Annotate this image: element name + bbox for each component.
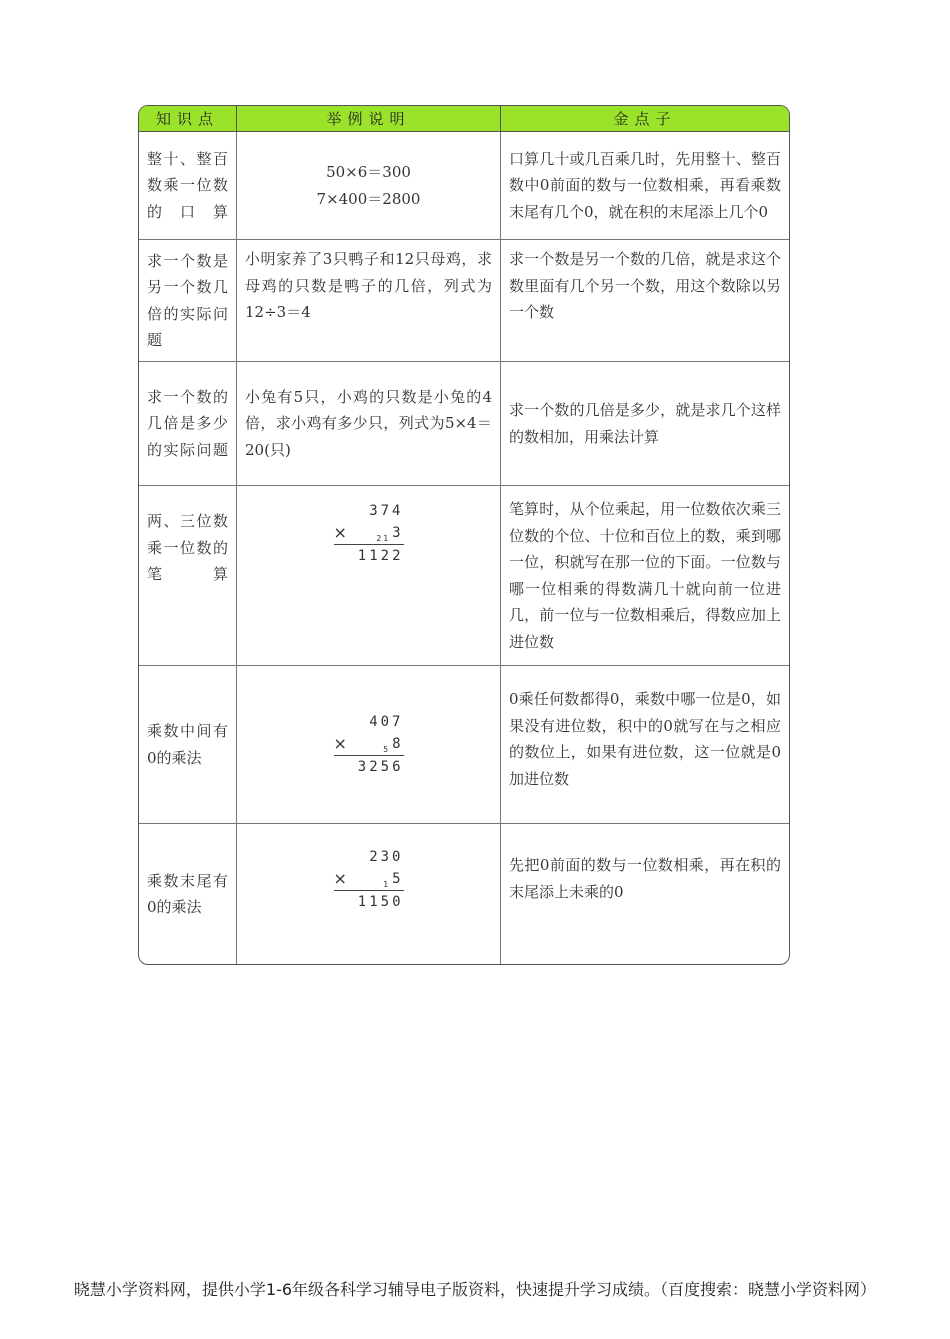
vertical-multiplication — [334, 500, 404, 567]
product: 1150 — [357, 894, 404, 910]
multiplicand: 407 — [369, 714, 404, 730]
times-sign: × — [333, 869, 347, 888]
header-knowledge-point: 知识点 — [155, 110, 219, 128]
table-row — [139, 824, 789, 964]
header-example: 举例说明 — [236, 106, 500, 131]
carry-digits: 21 — [376, 533, 391, 543]
table-header — [139, 106, 789, 132]
example-equation: 7×400＝2800 — [316, 189, 421, 208]
topic-cell: 两、三位数乘一位数的笔算 — [147, 512, 228, 583]
multiplier: 8 — [392, 736, 404, 752]
carry-digits: 1 — [383, 879, 391, 889]
carry-digits: 5 — [383, 744, 391, 754]
header-golden-tip: 金点子 — [500, 106, 789, 131]
example-cell: 小明家养了3只鸭子和12只母鸡，求母鸡的只数是鸭子的几倍，列式为12÷3＝4 — [236, 240, 500, 361]
example-cell — [236, 824, 500, 964]
table-row — [139, 240, 789, 362]
footer-note: 晓慧小学资料网，提供小学1-6年级各科学习辅导电子版资料，快速提升学习成绩。（百度搜索：晓慧小学资料网） — [73, 1280, 877, 1299]
example-cell — [236, 132, 500, 239]
example-equation: 50×6＝300 — [326, 162, 411, 181]
example-cell — [236, 486, 500, 665]
tip-cell: 0乘任何数都得0，乘数中哪一位是0，如果没有进位数，积中的0就写在与之相应的数位上，如果有进位数，这一位就是0加进位数 — [500, 666, 789, 823]
times-sign: × — [333, 523, 347, 542]
table-row — [139, 486, 789, 666]
multiplicand: 230 — [369, 849, 404, 865]
multiplier: 3 — [392, 525, 404, 541]
table-row — [139, 362, 789, 486]
table-row — [139, 132, 789, 240]
example-cell — [236, 666, 500, 823]
multiplier-line — [334, 868, 404, 891]
product: 1122 — [357, 548, 404, 564]
tip-cell: 先把0前面的数与一位数相乘，再在积的末尾添上未乘的0 — [500, 824, 789, 964]
tip-cell: 笔算时，从个位乘起，用一位数依次乘三位数的个位、十位和百位上的数，乘到哪一位，积就写在那一位的下面。一位数与哪一位相乘的得数满几十就向前一位进几，前一位与一位数相乘后，得数应加上进位数 — [500, 486, 789, 665]
knowledge-table — [138, 105, 790, 965]
topic-cell: 整十、整百数乘一位数的口算 — [147, 149, 228, 221]
multiplier-line — [334, 733, 404, 756]
topic-cell: 乘数中间有0的乘法 — [147, 722, 228, 767]
multiplicand: 374 — [369, 503, 404, 519]
topic-cell: 乘数末尾有0的乘法 — [147, 871, 228, 916]
multiplier: 5 — [392, 871, 404, 887]
topic-cell: 求一个数的几倍是多少的实际问题 — [147, 387, 228, 459]
tip-cell: 口算几十或几百乘几时，先用整十、整百数中0前面的数与一位数相乘，再看乘数末尾有几个0，就在积的末尾添上几个0 — [500, 132, 789, 239]
vertical-multiplication — [334, 846, 404, 913]
tip-cell: 求一个数的几倍是多少，就是求几个这样的数相加，用乘法计算 — [500, 362, 789, 485]
tip-cell: 求一个数是另一个数的几倍，就是求这个数里面有几个另一个数，用这个数除以另一个数 — [500, 240, 789, 361]
vertical-multiplication — [334, 711, 404, 778]
example-cell: 小兔有5只，小鸡的只数是小兔的4倍，求小鸡有多少只，列式为5×4＝20(只) — [236, 362, 500, 485]
product: 3256 — [357, 759, 404, 775]
topic-cell: 求一个数是另一个数几倍的实际问题 — [147, 251, 228, 349]
times-sign: × — [333, 734, 347, 753]
multiplier-line — [334, 522, 404, 545]
table-row — [139, 666, 789, 824]
